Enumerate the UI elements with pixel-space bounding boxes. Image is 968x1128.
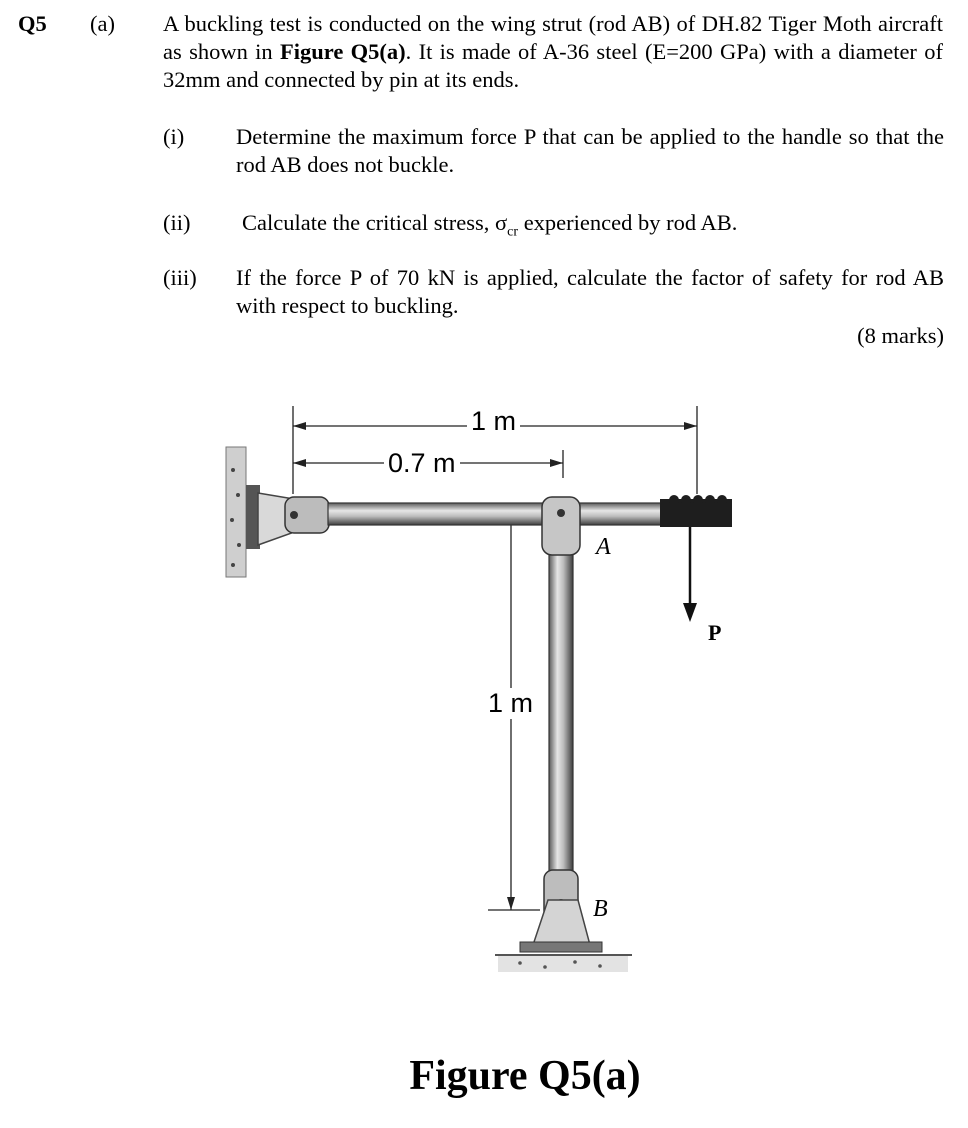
dimension-total-length: 1 m bbox=[467, 406, 520, 437]
marks: (8 marks) bbox=[857, 323, 944, 348]
load-p-label: P bbox=[708, 620, 722, 645]
dimension-vertical-length: 1 m bbox=[484, 688, 537, 719]
question-part: (a) bbox=[90, 11, 115, 36]
question-number: Q5 bbox=[18, 11, 47, 36]
subpart-text-i: Determine the maximum force P that can be applied to the handle so that the rod AB does not buckle. bbox=[236, 124, 944, 177]
subpart-label-iii: (iii) bbox=[163, 265, 197, 290]
subpart-label-i: (i) bbox=[163, 124, 185, 149]
intro-figure-ref: Figure Q5(a) bbox=[279, 39, 406, 64]
subpart-ii-text-2: experienced by rod AB. bbox=[518, 210, 738, 235]
subpart-label-ii: (ii) bbox=[163, 210, 191, 235]
figure-caption: Figure Q5(a) bbox=[409, 1053, 641, 1099]
subpart-ii-text-1: Calculate the critical stress, bbox=[242, 210, 496, 235]
intro-text-1: A buckling test is conducted on the wing strut (rod AB) of DH.82 Tiger Moth aircraft as shown in bbox=[163, 11, 943, 64]
wall-support bbox=[226, 447, 329, 577]
dimension-arrowheads bbox=[293, 422, 697, 910]
subpart-text-iii: If the force P of 70 kN is applied, calculate the factor of safety for rod AB with respect to buckling. bbox=[236, 265, 944, 318]
load-arrow-p bbox=[683, 527, 697, 622]
sigma-subscript: cr bbox=[507, 224, 519, 240]
handle-rod bbox=[328, 503, 668, 525]
joint-a bbox=[542, 497, 580, 555]
dimension-partial-length: 0.7 m bbox=[384, 448, 460, 479]
intro-text-2: . It is made of A-36 steel (E=200 GPa) with a diameter of 32mm and connected by pin at its ends. bbox=[163, 39, 943, 92]
support-b bbox=[495, 870, 632, 972]
dimension-lines bbox=[293, 406, 697, 910]
point-a-label: A bbox=[596, 534, 611, 560]
rod-ab bbox=[549, 540, 573, 880]
point-b-label: B bbox=[593, 896, 608, 922]
sigma-symbol: σ bbox=[495, 210, 508, 235]
